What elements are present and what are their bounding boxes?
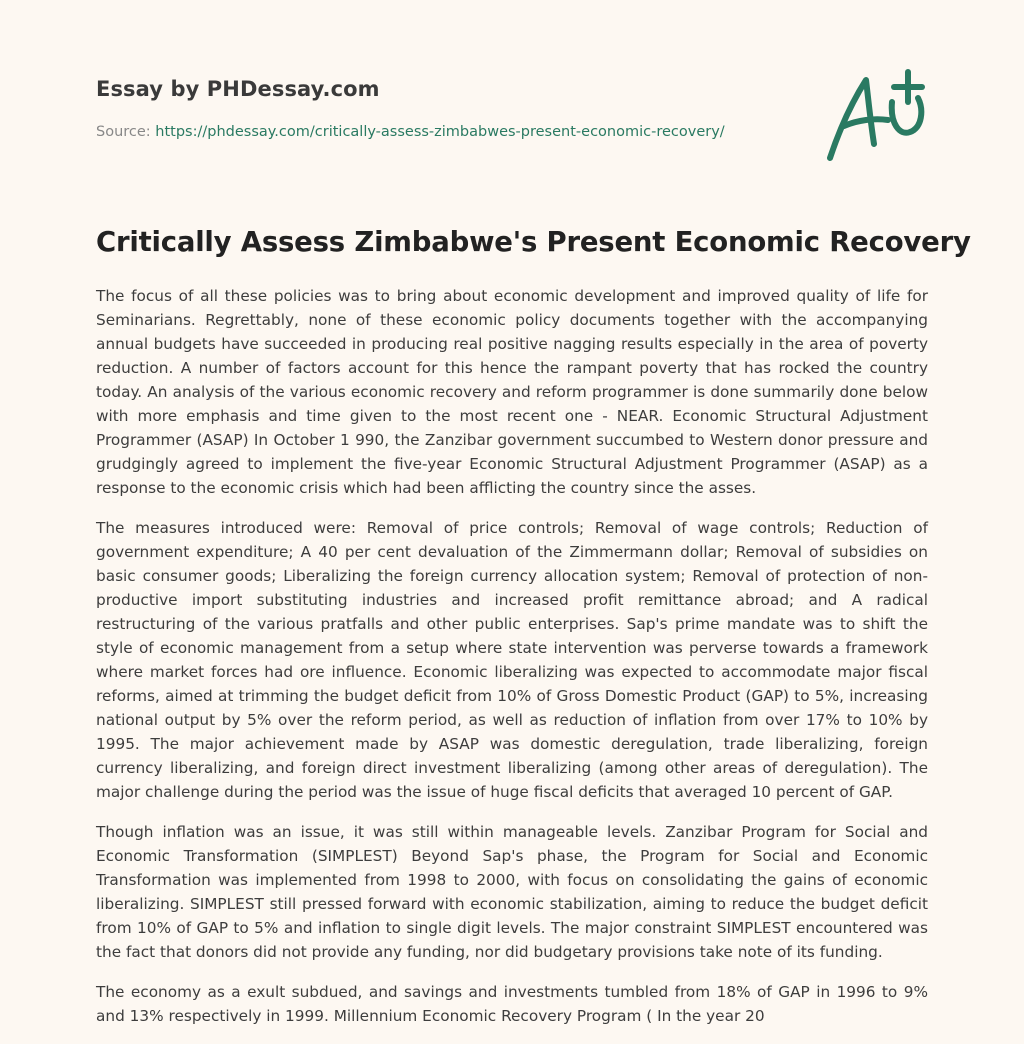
essay-paragraph: The economy as a exult subdued, and savings and investments tumbled from 18% of GAP in 1996 to 9% and 13% respectively in 1999. Millennium Economic Recovery Program ( In the year 20 [96, 983, 928, 1025]
a-plus-logo-icon [818, 66, 930, 166]
essay-paragraph: The measures introduced were: Removal of price controls; Removal of wage controls; Reduction of government expenditure; A 40 per cent devaluation of the Zimmermann dollar; Removal of subsidies on basic consumer goods; Liberalizing the foreign currency allocation system; Removal of protection of non-productive import substituting industries and increased profit remittance abroad; and A radical restructuring of the various pratfalls and other public enterprises. Sap's prime mandate was to shift the style of economic management from a setup where state intervention was perverse towards a framework where market forces had ore influence. Economic liberalizing was expected to accommodate major fiscal reforms, aimed at trimming the budget deficit from 10% of Gross Domestic Product (GAP) to 5%, increasing national output by 5% over the reform period, as well as reduction of inflation from over 17% to 10% by 1995. The major achievement made by ASAP was domestic deregulation, trade liberalizing, foreign currency liberalizing, and foreign direct investment liberalizing (among other areas of deregulation). The major challenge during the period was the issue of huge fiscal deficits that averaged 10 percent of GAP. [96, 519, 928, 801]
essay-body [96, 284, 928, 1044]
source-line [96, 124, 725, 140]
essay-paragraph: Though inflation was an issue, it was still within manageable levels. Zanzibar Program for Social and Economic Transformation (SIMPLEST) Beyond Sap's phase, the Program for Social and Economic Transformation was implemented from 1998 to 2000, with focus on consolidating the gains of economic liberalizing. SIMPLEST still pressed forward with economic stabilization, aiming to reduce the budget deficit from 10% of GAP to 5% and inflation to single digit levels. The major constraint SIMPLEST encountered was the fact that donors did not provide any funding, nor did budgetary provisions take note of its funding. [96, 823, 928, 961]
source-link[interactable]: https://phdessay.com/critically-assess-zimbabwes-present-economic-recovery/ [155, 124, 725, 140]
essay-paragraph: The focus of all these policies was to bring about economic development and improved quality of life for Seminarians. Regrettably, none of these economic policy documents together with the accompanying annual budgets have succeeded in producing real positive nagging results especially in the area of poverty reduction. A number of factors account for this hence the rampant poverty that has rocked the country today. An analysis of the various economic recovery and reform programmer is done summarily done below with more emphasis and time given to the most recent one - NEAR. Economic Structural Adjustment Programmer (ASAP) In October 1 990, the Zanzibar government succumbed to Western donor pressure and grudgingly agreed to implement the five-year Economic Structural Adjustment Programmer (ASAP) as a response to the economic crisis which had been afflicting the country since the asses. [96, 287, 928, 497]
essay-title: Critically Assess Zimbabwe's Present Economic Recovery [96, 226, 971, 258]
brand-title: Essay by PHDessay.com [96, 77, 380, 101]
source-label: Source: [96, 124, 156, 140]
